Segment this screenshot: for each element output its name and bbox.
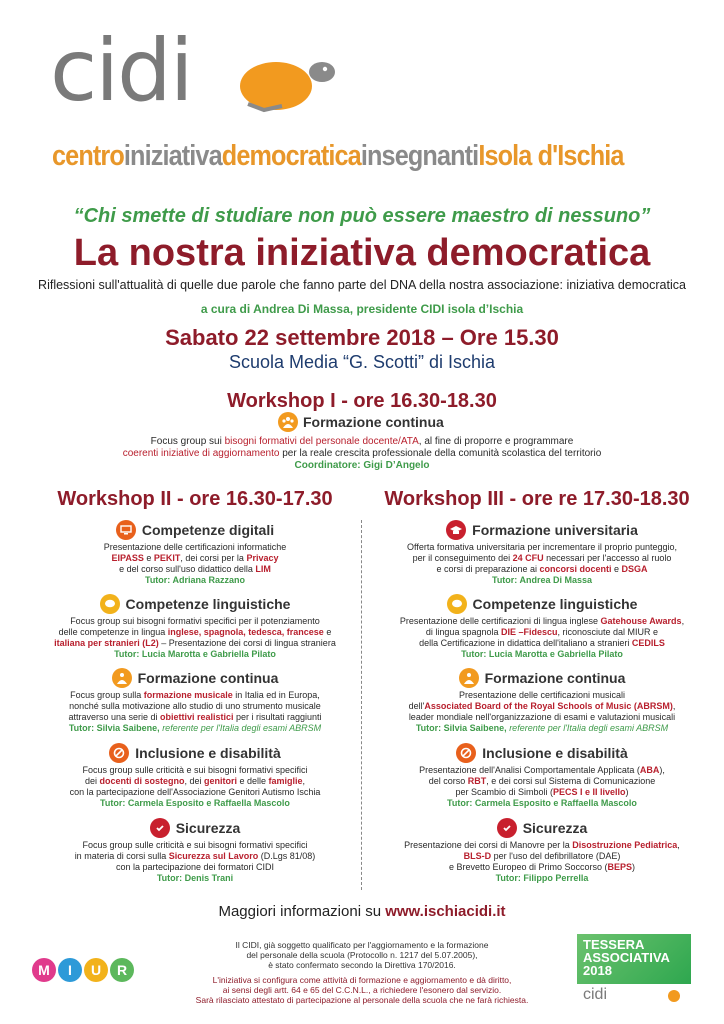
- ws2-section-safety: Sicurezza Focus group sulle criticità e sui bisogni formativi specifici in materia di corsi sulla Sicurezza sul Lavoro (D.Lgs 81/08) con la partecipazione dei formatori CIDI Tutor: Denis Trani: [74, 820, 316, 883]
- monitor-icon: [116, 520, 136, 540]
- membership-card-badge: TESSERA ASSOCIATIVA 2018: [577, 934, 691, 984]
- tessera-cidi-logo: cidi: [583, 986, 608, 1003]
- turtle-mini-icon: [668, 990, 680, 1002]
- miur-letter: I: [58, 958, 82, 982]
- ws3-section-inclusion: Inclusione e disabilità Presentazione dell'Analisi Comportamentale Applicata (ABA), del corso RBT, e dei corsi sul Sistema di Comunicazione per Scambio di Simboli (PECS I e II livello) Tutor: Carmela Esposito e Raffaella Mascolo: [419, 745, 665, 808]
- ws2-section-digital: Competenze digitali Presentazione delle certificazioni informatiche EIPASS e PEKIT, dei corsi per la Privacy e del corso sull'uso didattico della LIM Tutor: Adriana Razzano: [103, 522, 287, 585]
- miur-letter: U: [84, 958, 108, 982]
- group-icon: [459, 668, 479, 688]
- workshop1-section-header: [278, 412, 444, 432]
- event-date: Sabato 22 settembre 2018 – Ore 15.30: [165, 325, 559, 350]
- turtle-logo-icon: [238, 52, 338, 114]
- ws3-section-languages: Competenze linguistiche Presentazione delle certificazioni di lingua inglese Gatehouse Awards, di lingua spagnola DIE –Fidescu, riconosciute dal MIUR e della Certificazione in didattica dell'italiano a stranieri CEDILS Tutor: Lucia Marotta e Gabriella Pilato: [399, 596, 685, 659]
- miur-letter: R: [110, 958, 134, 982]
- workshop1-description: Focus group sui bisogni formativi del personale docente/ATA, al fine di proporre e programmare coerenti iniziative di aggiornamento per la reale crescita professionale della comunità scolastica del territorio Coordinatore: Gigi D’Angelo: [122, 436, 602, 471]
- shield-check-icon: [497, 818, 517, 838]
- curator: a cura di Andrea Di Massa, presidente CIDI isola d’Ischia: [200, 302, 524, 316]
- prohibition-icon: [456, 743, 476, 763]
- more-info: Maggiori informazioni su www.ischiacidi.it: [218, 903, 506, 920]
- workshop1-title: Workshop I - ore 16.30-18.30: [227, 390, 497, 412]
- ws3-section-continuous: Formazione continua Presentazione delle certificazioni musicali dell'Associated Board of the Royal Schools of Music (ABRSM), leader mondiale nell'organizzazione di esami e valutazioni musicali Tutor: Silvia Saibene, referente per l'Italia degli esami ABRSM: [408, 670, 676, 733]
- attendance-note: L'iniziativa si configura come attività di formazione e aggiornamento e dà diritto, ai sensi degli artt. 64 e 65 del C.C.N.L., a richiedere l'esonero dal servizio. Sarà rilasciato attestato di partecipazione al personale della scuola che ne farà richiesta.: [195, 975, 529, 1005]
- speech-bubble-icon: [100, 594, 120, 614]
- tagline: centroiniziativademocraticainsegnantiIsola d'Ischia: [52, 140, 624, 172]
- miur-letter: M: [32, 958, 56, 982]
- ws3-section-university: Formazione universitaria Offerta formativa universitaria per incrementare il proprio punteggio, per il conseguimento dei 24 CFU necessari per l'accesso al ruolo e corsi di preparazione ai concorsi docenti e DSGA Tutor: Andrea Di Massa: [407, 522, 677, 585]
- workshop1-section-title: Formazione continua: [303, 414, 444, 430]
- website-link[interactable]: www.ischiacidi.it: [385, 903, 506, 920]
- subtitle: Riflessioni sull'attualità di quelle due parole che fanno parte del DNA della nostra associazione: iniziativa democratica: [38, 278, 686, 292]
- ws2-section-inclusion: Inclusione e disabilità Focus group sulle criticità e sui bisogni formativi specifici dei docenti di sostegno, dei genitori e delle famiglie, con la partecipazione dell'Associazione Genitori Autismo Ischia Tutor: Carmela Esposito e Raffaella Mascolo: [69, 745, 321, 808]
- workshop2-title: Workshop II - ore 16.30-17.30: [57, 488, 333, 510]
- event-place: Scuola Media “G. Scotti” di Ischia: [228, 352, 496, 372]
- group-icon: [112, 668, 132, 688]
- cidi-logo-wordmark: cidi: [50, 21, 192, 121]
- group-icon: [278, 412, 298, 432]
- page-title: La nostra iniziativa democratica: [73, 232, 651, 274]
- column-divider: [361, 520, 362, 890]
- ws2-section-languages: Competenze linguistiche Focus group sui bisogni formativi specifici per il potenziamento delle competenze in lingua inglese, spagnola, tedesca, francese e italiana per stranieri (L2) – Presentazione dei corsi di lingua straniera Tutor: Lucia Marotta e Gabriella Pilato: [54, 596, 336, 659]
- speech-bubble-icon: [447, 594, 467, 614]
- workshop3-title: Workshop III - ore re 17.30-18.30: [384, 488, 690, 510]
- accreditation-note: Il CIDI, già soggetto qualificato per l'aggiornamento e la formazione del personale della scuola (Protocollo n. 1217 del 5.07.2005), è stato confermato secondo la Direttiva 170/2016.: [235, 940, 489, 970]
- graduation-cap-icon: [446, 520, 466, 540]
- shield-check-icon: [150, 818, 170, 838]
- prohibition-icon: [109, 743, 129, 763]
- ws2-section-continuous: Formazione continua Focus group sulla formazione musicale in Italia ed in Europa, nonché sulla motivazione allo studio di uno strumento musicale attraverso una serie di obiettivi realistici per i risultati raggiunti Tutor: Silvia Saibene, referente per l'Italia degli esami ABRSM: [68, 670, 322, 733]
- ws3-section-safety: Sicurezza Presentazione dei corsi di Manovre per la Disostruzione Pediatrica, BLS-D per l'uso del defibrillatore (DAE) e Brevetto Europeo di Primo Soccorso (BEPS) Tutor: Filippo Perrella: [404, 820, 680, 883]
- miur-logo: [32, 958, 134, 982]
- quote: “Chi smette di studiare non può essere maestro di nessuno”: [73, 205, 651, 227]
